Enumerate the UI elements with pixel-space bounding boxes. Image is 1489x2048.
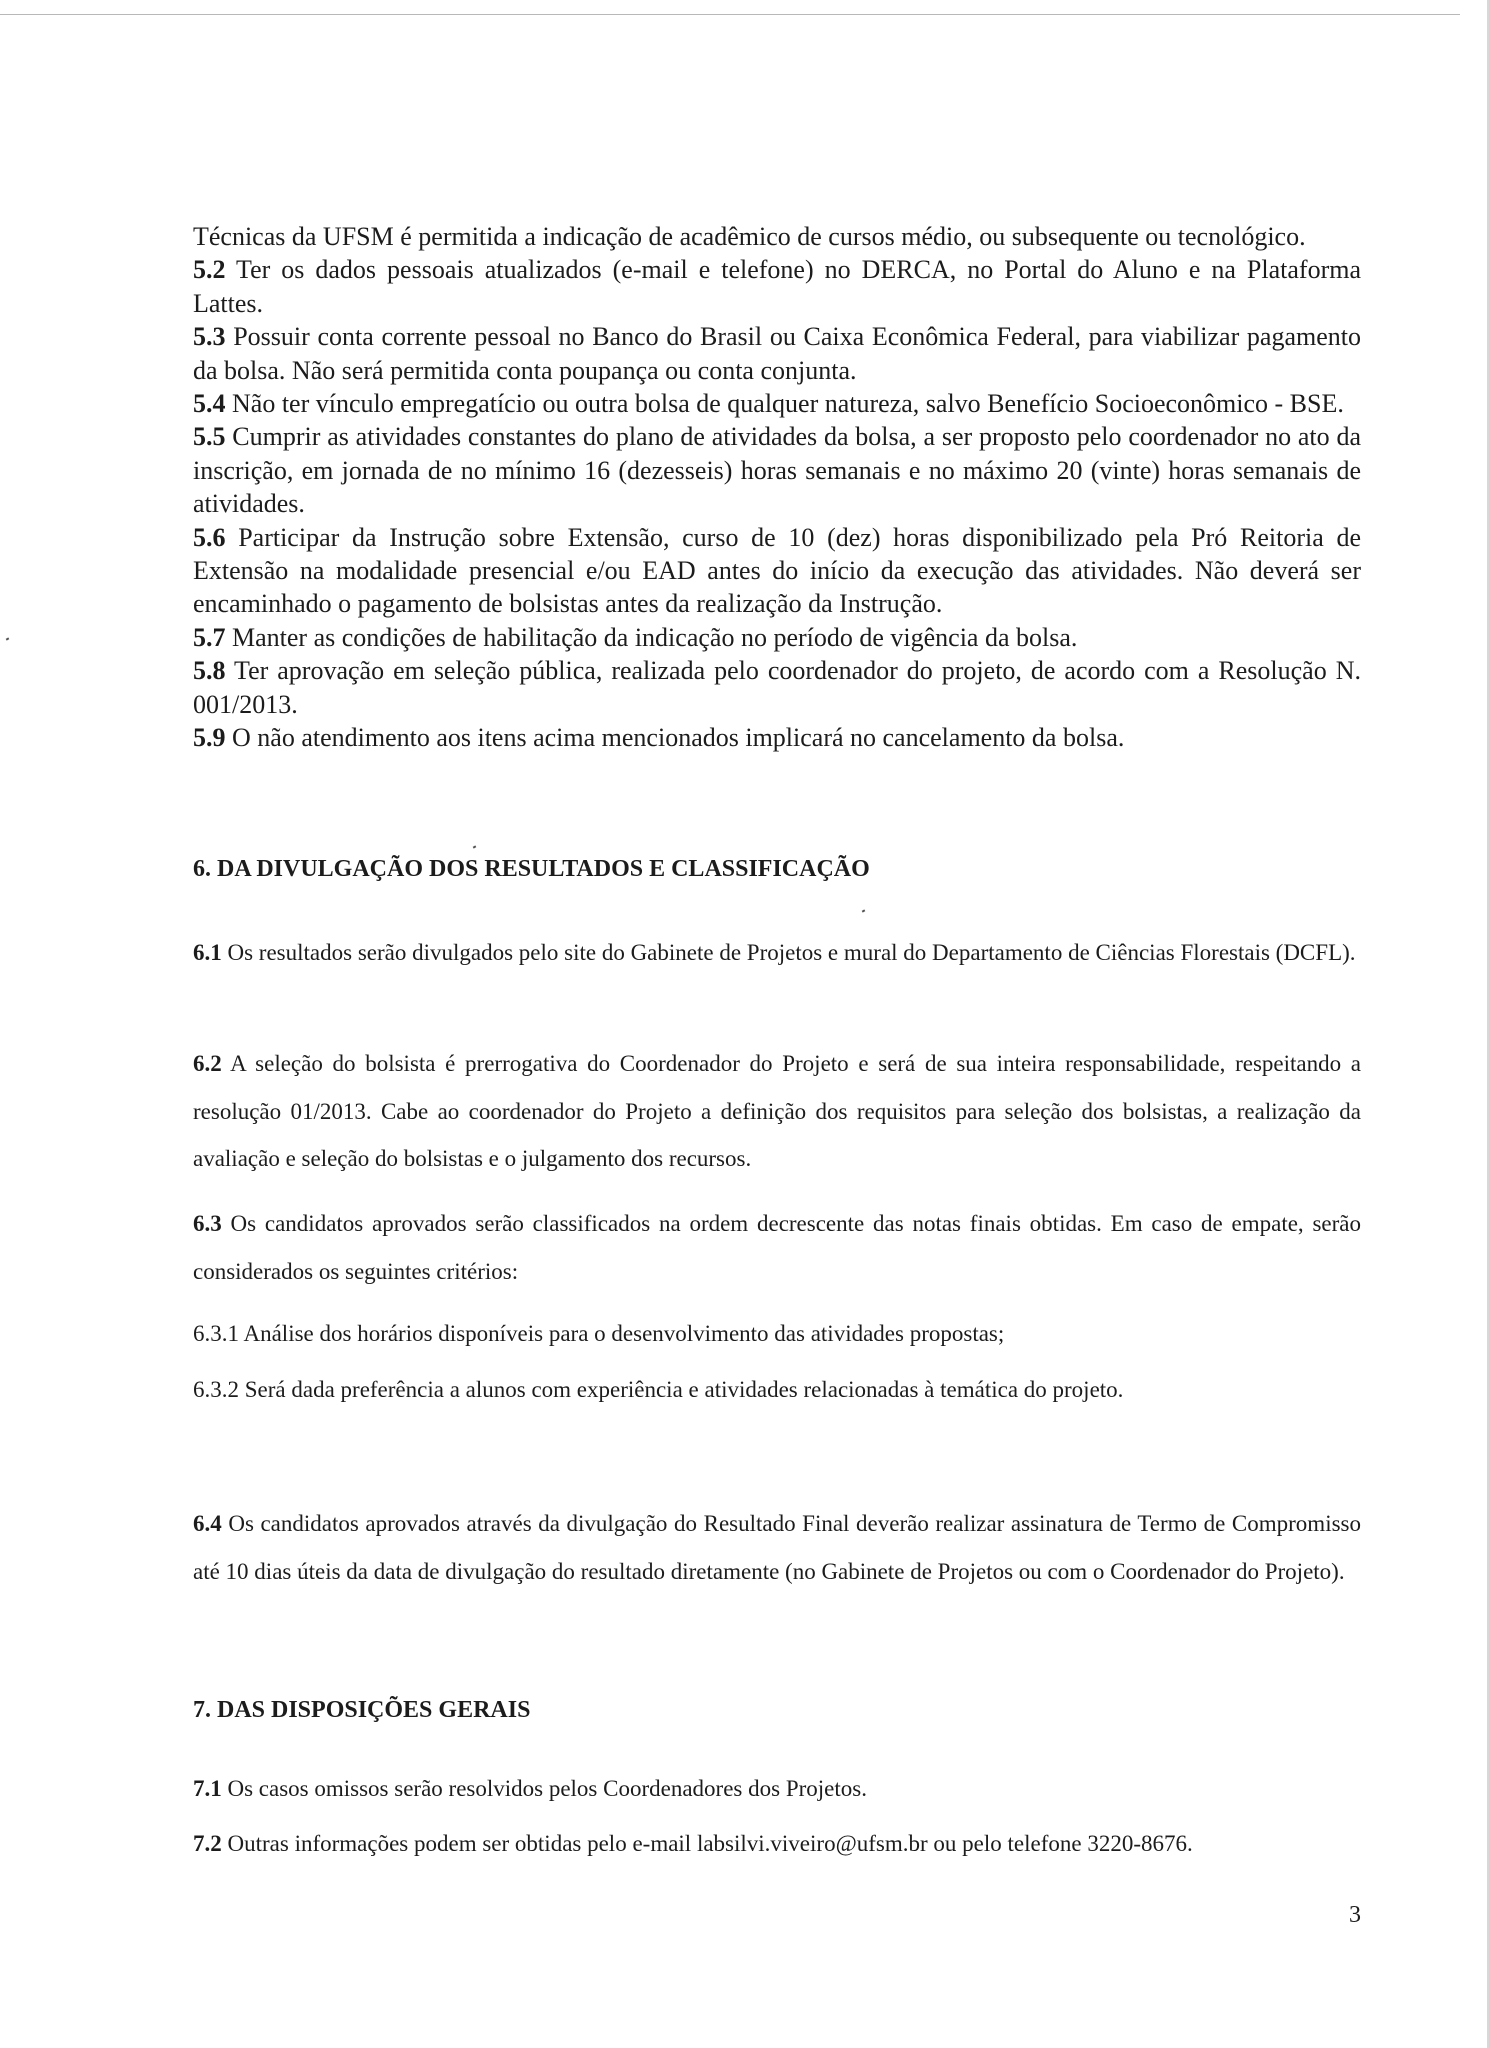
item-number: 5.8 bbox=[193, 656, 226, 686]
item-7-1 bbox=[193, 1765, 1361, 1813]
scan-speck bbox=[473, 845, 477, 848]
item-6-4 bbox=[193, 1500, 1361, 1595]
item-5-3 bbox=[193, 320, 1361, 387]
item-number: 6.4 bbox=[193, 1511, 222, 1536]
item-5-6 bbox=[193, 521, 1361, 621]
item-6-3-1 bbox=[193, 1310, 1361, 1358]
item-text: Ter os dados pessoais atualizados (e-mail e telefone) no DERCA, no Portal do Aluno e na Plataforma Lattes. bbox=[193, 255, 1361, 318]
item-6-2 bbox=[193, 1040, 1361, 1183]
item-text: Não ter vínculo empregatício ou outra bolsa de qualquer natureza, salvo Benefício Socioeconômico - BSE. bbox=[225, 389, 1344, 419]
item-6-3 bbox=[193, 1200, 1361, 1295]
section-5-intro: Técnicas da UFSM é permitida a indicação de acadêmico de cursos médio, ou subsequente ou tecnológico. bbox=[193, 222, 1306, 251]
page-number: 3 bbox=[1349, 1902, 1361, 1928]
item-5-7 bbox=[193, 621, 1361, 654]
item-5-5 bbox=[193, 420, 1361, 520]
item-5-8 bbox=[193, 654, 1361, 721]
item-number: 6.2 bbox=[193, 1051, 222, 1076]
item-7-2 bbox=[193, 1820, 1361, 1868]
item-number: 5.6 bbox=[193, 522, 226, 552]
document-body bbox=[193, 220, 1361, 1856]
item-text: O não atendimento aos itens acima mencionados implicará no cancelamento da bolsa. bbox=[225, 723, 1125, 753]
item-number: 6.3 bbox=[193, 1211, 222, 1236]
item-text: Manter as condições de habilitação da indicação no período de vigência da bolsa. bbox=[225, 622, 1078, 652]
section-6-title: 6. DA DIVULGAÇÃO DOS RESULTADOS E CLASSIFICAÇÃO bbox=[193, 856, 870, 882]
item-text: 6.3.2 Será dada preferência a alunos com experiência e atividades relacionadas à temática do projeto. bbox=[193, 1377, 1124, 1402]
item-text: Os resultados serão divulgados pelo site do Gabinete de Projetos e mural do Departamento de Ciências Florestais (DCFL). bbox=[221, 940, 1356, 965]
item-text: A seleção do bolsista é prerrogativa do Coordenador do Projeto e será de sua inteira responsabilidade, respeitando a resolução 01/2013. Cabe ao coordenador do Projeto a definição dos requisitos para seleção dos bolsistas, a realização da avaliação e seleção do bolsistas e o julgamento dos recursos. bbox=[193, 1051, 1361, 1171]
item-text: Outras informações podem ser obtidas pelo e-mail labsilvi.viveiro@ufsm.br ou pelo telefone 3220-8676. bbox=[221, 1831, 1193, 1856]
item-number: 7.2 bbox=[193, 1831, 222, 1856]
scan-speck bbox=[6, 637, 10, 640]
section-5 bbox=[193, 220, 1361, 755]
item-number: 5.4 bbox=[193, 389, 226, 419]
item-5-9 bbox=[193, 721, 1361, 754]
item-5-2 bbox=[193, 253, 1361, 320]
item-text: Ter aprovação em seleção pública, realizada pelo coordenador do projeto, de acordo com a Resolução N. 001/2013. bbox=[193, 656, 1361, 719]
item-number: 5.2 bbox=[193, 255, 226, 285]
item-number: 5.3 bbox=[193, 322, 226, 352]
scan-speck bbox=[862, 909, 866, 912]
item-text: Possuir conta corrente pessoal no Banco do Brasil ou Caixa Econômica Federal, para viabilizar pagamento da bolsa. Não será permitida conta poupança ou conta conjunta. bbox=[193, 322, 1361, 385]
item-text: 6.3.1 Análise dos horários disponíveis para o desenvolvimento das atividades propostas; bbox=[193, 1321, 1005, 1346]
item-text: Cumprir as atividades constantes do plano de atividades da bolsa, a ser proposto pelo coordenador no ato da inscrição, em jornada de no mínimo 16 (dezesseis) horas semanais e no máximo 20 (vinte) horas semanais de atividades. bbox=[193, 422, 1361, 519]
item-number: 6.1 bbox=[193, 940, 222, 965]
item-text: Os candidatos aprovados serão classificados na ordem decrescente das notas finais obtidas. Em caso de empate, serão considerados os seguintes critérios: bbox=[193, 1211, 1361, 1284]
item-text: Participar da Instrução sobre Extensão, curso de 10 (dez) horas disponibilizado pela Pró Reitoria de Extensão na modalidade presencial e/ou EAD antes do início da execução das atividades. Não deverá ser encaminhado o pagamento de bolsistas antes da realização da Instrução. bbox=[193, 522, 1361, 619]
item-6-3-2 bbox=[193, 1366, 1361, 1414]
item-text: Os candidatos aprovados através da divulgação do Resultado Final deverão realizar assinatura de Termo de Compromisso até 10 dias úteis da data de divulgação do resultado diretamente (no Gabinete de Projetos ou com o Coordenador do Projeto). bbox=[193, 1511, 1361, 1584]
item-text: Os casos omissos serão resolvidos pelos Coordenadores dos Projetos. bbox=[221, 1776, 867, 1801]
item-number: 5.9 bbox=[193, 723, 226, 753]
item-number: 5.5 bbox=[193, 422, 226, 452]
item-number: 7.1 bbox=[193, 1776, 222, 1801]
item-number: 5.7 bbox=[193, 622, 226, 652]
scan-top-line bbox=[0, 14, 1460, 15]
section-7-title: 7. DAS DISPOSIÇÕES GERAIS bbox=[193, 1697, 531, 1723]
item-6-1 bbox=[193, 929, 1361, 977]
item-5-4 bbox=[193, 387, 1361, 420]
